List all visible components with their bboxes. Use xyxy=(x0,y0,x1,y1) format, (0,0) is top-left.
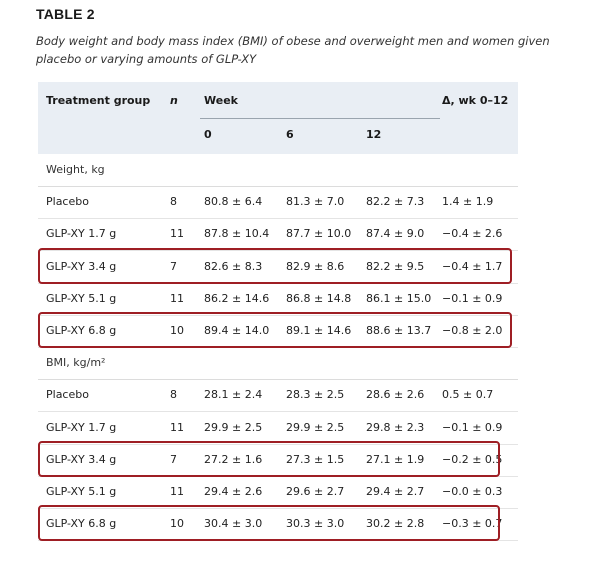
week-6-cell: 81.3 ± 7.0 xyxy=(286,195,345,209)
week-6-cell: 27.3 ± 1.5 xyxy=(286,452,345,466)
week-0-cell: 80.8 ± 6.4 xyxy=(204,195,263,209)
delta-cell: 1.4 ± 1.9 xyxy=(442,195,494,209)
delta-cell: −0.0 ± 0.3 xyxy=(442,485,503,498)
delta-cell: −0.3 ± 0.7 xyxy=(442,517,503,531)
n-cell: 7 xyxy=(170,259,177,273)
week-6-cell: 86.8 ± 14.8 xyxy=(286,291,352,305)
treatment-group-cell: GLP-XY 3.4 g xyxy=(46,452,117,466)
week-6-cell: 87.7 ± 10.0 xyxy=(286,227,352,241)
header-week: Week xyxy=(204,94,238,107)
treatment-group-cell: GLP-XY 3.4 g xyxy=(46,259,117,273)
week-12-cell: 29.8 ± 2.3 xyxy=(366,420,425,434)
table-label: TABLE 2 xyxy=(36,6,95,22)
table-row xyxy=(38,412,518,445)
delta-cell: −0.2 ± 0.5 xyxy=(442,452,503,466)
n-cell: 10 xyxy=(170,517,184,531)
section-label: Weight, kg xyxy=(46,163,105,176)
week-0-cell: 86.2 ± 14.6 xyxy=(204,291,270,305)
week-header-rule xyxy=(200,118,440,119)
header-week-12: 12 xyxy=(366,128,382,141)
week-6-cell: 28.3 ± 2.5 xyxy=(286,388,345,402)
week-12-cell: 29.4 ± 2.7 xyxy=(366,485,425,498)
n-cell: 8 xyxy=(170,388,177,402)
table-row xyxy=(38,186,518,219)
section-label-row xyxy=(38,154,518,187)
week-12-cell: 88.6 ± 13.7 xyxy=(366,324,432,337)
delta-cell: −0.8 ± 2.0 xyxy=(442,324,503,337)
week-12-cell: 86.1 ± 15.0 xyxy=(366,291,432,305)
table-row xyxy=(38,379,518,412)
week-0-cell: 82.6 ± 8.3 xyxy=(204,259,263,273)
treatment-group-cell: GLP-XY 6.8 g xyxy=(46,324,117,337)
treatment-group-cell: GLP-XY 1.7 g xyxy=(46,227,117,241)
week-0-cell: 28.1 ± 2.4 xyxy=(204,388,263,402)
n-cell: 11 xyxy=(170,227,184,241)
treatment-group-cell: GLP-XY 1.7 g xyxy=(46,420,117,434)
week-6-cell: 82.9 ± 8.6 xyxy=(286,259,345,273)
week-0-cell: 87.8 ± 10.4 xyxy=(204,227,270,241)
week-6-cell: 29.6 ± 2.7 xyxy=(286,485,345,498)
week-12-cell: 82.2 ± 7.3 xyxy=(366,195,425,209)
n-cell: 8 xyxy=(170,195,177,209)
header-delta: Δ, wk 0–12 xyxy=(442,94,509,107)
header-n xyxy=(170,94,178,107)
week-0-cell: 29.9 ± 2.5 xyxy=(204,420,263,434)
week-12-cell: 82.2 ± 9.5 xyxy=(366,259,425,273)
header-week-0: 0 xyxy=(204,128,212,141)
row-highlight-box xyxy=(38,248,512,284)
treatment-group-cell: Placebo xyxy=(46,195,89,209)
header-n-text: n xyxy=(170,94,178,107)
n-cell: 11 xyxy=(170,291,184,305)
table-row xyxy=(38,283,518,316)
delta-cell: 0.5 ± 0.7 xyxy=(442,388,494,402)
week-0-cell: 27.2 ± 1.6 xyxy=(204,452,263,466)
n-cell: 10 xyxy=(170,324,184,337)
row-highlight-box xyxy=(38,312,512,348)
week-12-cell: 27.1 ± 1.9 xyxy=(366,452,425,466)
header-week-6: 6 xyxy=(286,128,294,141)
week-6-cell: 30.3 ± 3.0 xyxy=(286,517,345,531)
n-cell: 7 xyxy=(170,452,177,466)
section-label: BMI, kg/m² xyxy=(46,356,106,370)
week-12-cell: 28.6 ± 2.6 xyxy=(366,388,425,402)
n-cell: 11 xyxy=(170,420,184,434)
row-highlight-box xyxy=(38,505,503,541)
n-cell: 11 xyxy=(170,485,184,498)
treatment-group-cell: Placebo xyxy=(46,388,89,402)
row-highlight-box xyxy=(38,441,503,477)
week-0-cell: 30.4 ± 3.0 xyxy=(204,517,263,531)
delta-cell: −0.4 ± 2.6 xyxy=(442,227,503,241)
treatment-group-cell: GLP-XY 6.8 g xyxy=(46,517,117,531)
treatment-group-cell: GLP-XY 5.1 g xyxy=(46,291,117,305)
week-0-cell: 29.4 ± 2.6 xyxy=(204,485,263,498)
week-6-cell: 89.1 ± 14.6 xyxy=(286,324,352,337)
delta-cell: −0.1 ± 0.9 xyxy=(442,420,503,434)
delta-cell: −0.4 ± 1.7 xyxy=(442,259,503,273)
table-row xyxy=(38,476,518,509)
table-row xyxy=(38,218,518,251)
header-treatment-group: Treatment group xyxy=(46,94,151,107)
table-caption: Body weight and body mass index (BMI) of obese and overweight men and women given placebo or varying amounts of GLP-XY xyxy=(36,34,550,66)
week-12-cell: 30.2 ± 2.8 xyxy=(366,517,425,531)
section-label-row xyxy=(38,347,518,380)
week-0-cell: 89.4 ± 14.0 xyxy=(204,324,270,337)
week-12-cell: 87.4 ± 9.0 xyxy=(366,227,425,241)
week-6-cell: 29.9 ± 2.5 xyxy=(286,420,345,434)
treatment-group-cell: GLP-XY 5.1 g xyxy=(46,485,117,498)
delta-cell: −0.1 ± 0.9 xyxy=(442,291,503,305)
